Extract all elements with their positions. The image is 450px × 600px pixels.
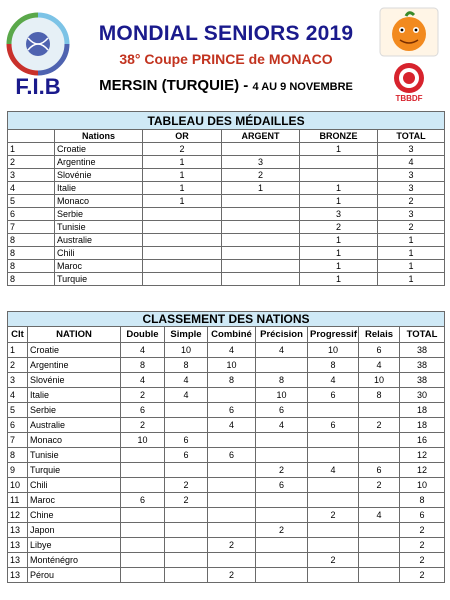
nations-cell: Pérou (28, 568, 121, 583)
mascot-logo (378, 6, 440, 58)
nations-cell: 4 (359, 508, 400, 523)
nations-cell (308, 478, 359, 493)
nations-cell: 6 (121, 403, 165, 418)
nations-cell: 2 (400, 553, 445, 568)
nations-cell: 2 (208, 568, 256, 583)
nations-cell: 2 (256, 523, 308, 538)
nations-header-cell: TOTAL (400, 327, 445, 343)
medals-cell: 3 (378, 169, 445, 182)
medals-cell: 1 (300, 247, 378, 260)
nations-cell: Chine (28, 508, 121, 523)
medals-cell: Croatie (55, 143, 143, 156)
medals-cell: 2 (8, 156, 55, 169)
nations-cell: 5 (8, 403, 28, 418)
medals-cell: 8 (8, 247, 55, 260)
nations-cell: 10 (165, 343, 208, 358)
medals-header-cell (8, 130, 55, 143)
nations-cell: 6 (359, 343, 400, 358)
nations-cell: 2 (400, 568, 445, 583)
nations-cell: Monténégro (28, 553, 121, 568)
nations-cell: 4 (8, 388, 28, 403)
medals-cell: Maroc (55, 260, 143, 273)
medals-cell: Serbie (55, 208, 143, 221)
nations-cell (165, 418, 208, 433)
table-row (8, 433, 445, 448)
nations-cell: 16 (400, 433, 445, 448)
medals-cell: 3 (8, 169, 55, 182)
medals-cell: 1 (300, 260, 378, 273)
medals-cell (300, 156, 378, 169)
nations-cell: Slovénie (28, 373, 121, 388)
nations-cell (121, 553, 165, 568)
table-row (8, 448, 445, 463)
medals-cell: 1 (300, 182, 378, 195)
medals-cell: 1 (378, 273, 445, 286)
medals-cell: 1 (378, 234, 445, 247)
medals-cell (300, 169, 378, 182)
nations-cell (165, 538, 208, 553)
nations-header-cell: Combiné (208, 327, 256, 343)
nations-cell: Italie (28, 388, 121, 403)
nations-cell: Monaco (28, 433, 121, 448)
medals-cell: 1 (300, 234, 378, 247)
nations-cell: 7 (8, 433, 28, 448)
nations-cell (308, 523, 359, 538)
nations-cell (165, 463, 208, 478)
nations-cell: 4 (208, 343, 256, 358)
medals-cell: 8 (8, 234, 55, 247)
medals-cell: Slovénie (55, 169, 143, 182)
table-row (8, 523, 445, 538)
nations-cell: Argentine (28, 358, 121, 373)
medals-cell (143, 208, 222, 221)
nations-cell: 18 (400, 418, 445, 433)
nations-cell (208, 508, 256, 523)
table-row (8, 403, 445, 418)
nations-cell (256, 448, 308, 463)
nations-cell: 6 (208, 448, 256, 463)
medals-cell: 2 (378, 195, 445, 208)
nations-cell (165, 523, 208, 538)
medals-cell: Argentine (55, 156, 143, 169)
nations-cell: 2 (359, 478, 400, 493)
nations-cell: 2 (308, 508, 359, 523)
medals-cell: 2 (143, 143, 222, 156)
table-row (8, 273, 445, 286)
medals-cell (143, 247, 222, 260)
fib-logo-text: F.I.B (15, 74, 61, 98)
medals-cell: 3 (378, 143, 445, 156)
table-row (8, 553, 445, 568)
table-row (8, 538, 445, 553)
medals-cell: 3 (222, 156, 300, 169)
medals-cell: 7 (8, 221, 55, 234)
nations-cell: 2 (121, 388, 165, 403)
nations-cell: 8 (359, 388, 400, 403)
nations-header-cell: Précision (256, 327, 308, 343)
nations-cell: 6 (359, 463, 400, 478)
nations-cell: 2 (308, 553, 359, 568)
medals-body (8, 143, 445, 286)
nations-header-cell: NATION (28, 327, 121, 343)
nations-cell (256, 493, 308, 508)
nations-cell (165, 553, 208, 568)
nations-cell (256, 508, 308, 523)
table-row (8, 343, 445, 358)
nations-cell: 13 (8, 523, 28, 538)
medals-cell: 1 (143, 156, 222, 169)
medals-cell: 2 (378, 221, 445, 234)
nations-cell: 1 (8, 343, 28, 358)
nations-cell: 8 (8, 448, 28, 463)
table-row (8, 260, 445, 273)
nations-cell: 4 (121, 343, 165, 358)
medals-cell: 8 (8, 260, 55, 273)
medals-header-cell: TOTAL (378, 130, 445, 143)
medals-cell: Chili (55, 247, 143, 260)
medals-cell: 5 (8, 195, 55, 208)
medals-cell (143, 260, 222, 273)
medals-cell (222, 234, 300, 247)
nations-cell: 6 (121, 493, 165, 508)
nations-cell: Australie (28, 418, 121, 433)
table-row (8, 358, 445, 373)
medals-header-cell: OR (143, 130, 222, 143)
nations-cell: 2 (400, 538, 445, 553)
nations-caption: CLASSEMENT DES NATIONS (8, 312, 445, 327)
nations-cell: 2 (165, 493, 208, 508)
nations-cell (256, 568, 308, 583)
nations-cell: 10 (400, 478, 445, 493)
nations-cell: Serbie (28, 403, 121, 418)
nations-cell: 4 (359, 358, 400, 373)
event-subtitle: 38° Coupe PRINCE de MONACO (119, 51, 333, 67)
medals-caption: TABLEAU DES MÉDAILLES (8, 112, 445, 130)
medals-cell: 1 (300, 143, 378, 156)
medals-cell: 4 (8, 182, 55, 195)
nations-cell (208, 553, 256, 568)
table-row (8, 508, 445, 523)
nations-cell: 18 (400, 403, 445, 418)
event-dates: 4 AU 9 NOVEMBRE (252, 81, 353, 93)
table-row (8, 221, 445, 234)
nations-cell (121, 508, 165, 523)
medals-cell (222, 195, 300, 208)
nations-cell: 6 (256, 478, 308, 493)
nations-cell (359, 448, 400, 463)
nations-cell: 10 (308, 343, 359, 358)
nations-cell (308, 433, 359, 448)
nations-cell: 2 (359, 418, 400, 433)
nations-cell: 6 (256, 403, 308, 418)
medals-cell: 1 (143, 182, 222, 195)
medals-cell: 1 (143, 195, 222, 208)
tbbdf-logo-text: TBBDF (395, 94, 423, 103)
medals-cell: Turquie (55, 273, 143, 286)
nations-cell: 4 (256, 418, 308, 433)
nations-cell: 10 (256, 388, 308, 403)
medals-cell: 1 (378, 260, 445, 273)
medals-cell: 6 (8, 208, 55, 221)
nations-cell (308, 448, 359, 463)
nations-cell: 12 (8, 508, 28, 523)
nations-cell (165, 508, 208, 523)
nations-cell (121, 478, 165, 493)
medals-cell (143, 221, 222, 234)
nations-cell: 8 (165, 358, 208, 373)
nations-cell: 2 (121, 418, 165, 433)
table-row (8, 143, 445, 156)
nations-cell (256, 553, 308, 568)
table-row (8, 568, 445, 583)
medals-header-cell: Nations (55, 130, 143, 143)
nations-cell (165, 568, 208, 583)
medals-header-cell: ARGENT (222, 130, 300, 143)
nations-header-row (8, 327, 445, 343)
nations-body (8, 343, 445, 583)
nations-cell (308, 538, 359, 553)
medals-cell: 8 (8, 273, 55, 286)
nations-cell: 2 (400, 523, 445, 538)
nations-header-cell: Double (121, 327, 165, 343)
nations-cell (165, 403, 208, 418)
medals-cell (222, 260, 300, 273)
nations-cell: 8 (308, 358, 359, 373)
medals-cell: Monaco (55, 195, 143, 208)
nations-cell: 3 (8, 373, 28, 388)
nations-cell (121, 448, 165, 463)
fib-logo (6, 10, 70, 98)
nations-cell: 2 (8, 358, 28, 373)
table-row (8, 463, 445, 478)
nations-cell (208, 493, 256, 508)
medals-cell: 1 (378, 247, 445, 260)
nations-cell: Tunisie (28, 448, 121, 463)
nations-cell: Japon (28, 523, 121, 538)
nations-cell: 6 (165, 448, 208, 463)
nations-cell: 4 (165, 388, 208, 403)
nations-cell: 30 (400, 388, 445, 403)
nations-cell: 12 (400, 448, 445, 463)
nations-cell: 6 (308, 418, 359, 433)
nations-cell (359, 493, 400, 508)
nations-cell (308, 403, 359, 418)
nations-cell: 2 (208, 538, 256, 553)
nations-table (7, 311, 445, 583)
nations-cell (121, 523, 165, 538)
medals-cell (143, 273, 222, 286)
medals-cell: 1 (8, 143, 55, 156)
nations-cell (121, 538, 165, 553)
medals-cell: 2 (222, 169, 300, 182)
nations-cell (208, 388, 256, 403)
nations-cell: 6 (208, 403, 256, 418)
medals-cell: 2 (300, 221, 378, 234)
table-row (8, 388, 445, 403)
nations-header-cell: Simple (165, 327, 208, 343)
medals-cell: 3 (378, 182, 445, 195)
nations-cell: Croatie (28, 343, 121, 358)
table-row (8, 156, 445, 169)
nations-cell (359, 403, 400, 418)
nations-cell: 4 (208, 418, 256, 433)
medals-header-cell: BRONZE (300, 130, 378, 143)
nations-cell (208, 433, 256, 448)
nations-header-cell: Progressif (308, 327, 359, 343)
nations-cell: 10 (121, 433, 165, 448)
table-row (8, 493, 445, 508)
nations-cell: 38 (400, 343, 445, 358)
nations-cell: 9 (8, 463, 28, 478)
table-row (8, 234, 445, 247)
nations-cell: 10 (208, 358, 256, 373)
nations-cell (359, 568, 400, 583)
medals-cell: 4 (378, 156, 445, 169)
medals-cell: 1 (300, 273, 378, 286)
nations-cell: 4 (121, 373, 165, 388)
table-row (8, 247, 445, 260)
nations-cell: 2 (165, 478, 208, 493)
nations-cell: Maroc (28, 493, 121, 508)
nations-cell (208, 478, 256, 493)
nations-cell (308, 493, 359, 508)
tbbdf-logo (378, 60, 440, 104)
page-header (0, 0, 450, 106)
medals-cell: 1 (222, 182, 300, 195)
medals-cell (222, 221, 300, 234)
table-row (8, 418, 445, 433)
nations-cell: 10 (359, 373, 400, 388)
nations-cell (208, 463, 256, 478)
medals-cell: 1 (143, 169, 222, 182)
medals-cell: 1 (300, 195, 378, 208)
nations-cell (121, 568, 165, 583)
nations-cell (359, 433, 400, 448)
nations-header-cell: Clt (8, 327, 28, 343)
medals-header-row (8, 130, 445, 143)
nations-cell (359, 523, 400, 538)
nations-cell: Chili (28, 478, 121, 493)
nations-cell: 8 (400, 493, 445, 508)
nations-cell: 6 (308, 388, 359, 403)
table-row (8, 182, 445, 195)
nations-cell (208, 523, 256, 538)
nations-cell: 8 (121, 358, 165, 373)
table-row (8, 478, 445, 493)
nations-cell: 13 (8, 568, 28, 583)
nations-cell (256, 433, 308, 448)
nations-cell: 6 (165, 433, 208, 448)
table-row (8, 195, 445, 208)
table-row (8, 373, 445, 388)
event-place (76, 76, 376, 97)
nations-cell: 4 (308, 463, 359, 478)
medals-cell (222, 208, 300, 221)
nations-cell: 11 (8, 493, 28, 508)
nations-cell: 12 (400, 463, 445, 478)
medals-cell: 3 (300, 208, 378, 221)
nations-cell (256, 358, 308, 373)
nations-cell: 13 (8, 553, 28, 568)
nations-cell (359, 538, 400, 553)
nations-cell: 38 (400, 373, 445, 388)
nations-cell: 6 (400, 508, 445, 523)
nations-cell: 4 (308, 373, 359, 388)
nations-cell (121, 463, 165, 478)
nations-cell: 2 (256, 463, 308, 478)
medals-cell (222, 143, 300, 156)
table-row (8, 169, 445, 182)
nations-cell (256, 538, 308, 553)
nations-cell: 4 (256, 343, 308, 358)
table-row (8, 208, 445, 221)
nations-cell: Libye (28, 538, 121, 553)
nations-cell: 6 (8, 418, 28, 433)
nations-cell (308, 568, 359, 583)
medals-cell: Tunisie (55, 221, 143, 234)
nations-cell: 10 (8, 478, 28, 493)
nations-cell (359, 553, 400, 568)
medals-table (7, 111, 445, 286)
medals-cell (222, 247, 300, 260)
medals-cell (222, 273, 300, 286)
nations-cell: 8 (208, 373, 256, 388)
nations-cell: 13 (8, 538, 28, 553)
medals-cell: Australie (55, 234, 143, 247)
nations-cell: Turquie (28, 463, 121, 478)
medals-cell: Italie (55, 182, 143, 195)
nations-header-cell: Relais (359, 327, 400, 343)
event-location: MERSIN (TURQUIE) - (99, 77, 249, 94)
nations-cell: 4 (165, 373, 208, 388)
nations-cell: 38 (400, 358, 445, 373)
nations-cell: 8 (256, 373, 308, 388)
medals-cell (143, 234, 222, 247)
event-title: MONDIAL SENIORS 2019 (98, 22, 354, 45)
medals-cell: 3 (378, 208, 445, 221)
